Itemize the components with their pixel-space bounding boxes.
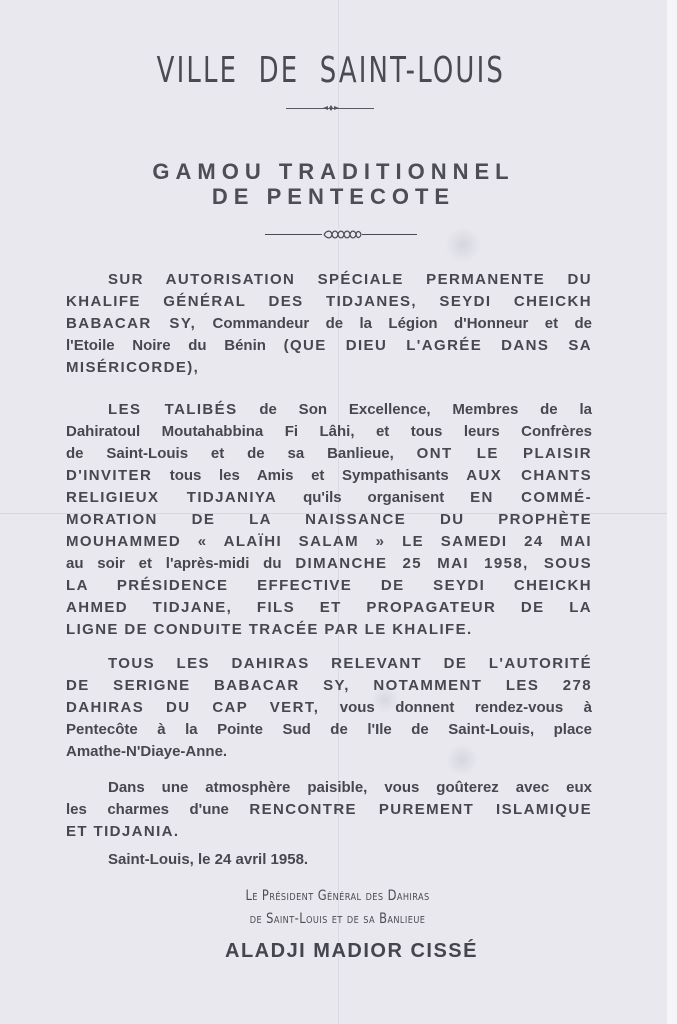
paragraph-invitation-line <box>66 598 592 618</box>
text-run: SUR AUTORISATION SPÉCIALE PERMANENTE DU <box>108 271 592 288</box>
text-run: LIGNE DE CONDUITE TRACÉE PAR LE KHALIFE. <box>66 621 473 638</box>
document-title: VILLE DE SAINT-LOUIS <box>156 50 505 91</box>
text-run: TOUS LES DAHIRAS RELEVANT DE L'AUTORITÉ <box>108 655 592 672</box>
text-run: ET TIDJANIA. <box>66 823 180 840</box>
text-run: tous les Amis et Sympathisants <box>152 467 467 484</box>
paragraph-invitation-line <box>66 532 592 552</box>
text-run: au soir et l'après-midi du <box>66 555 296 572</box>
paragraph-atmosphere-line <box>108 778 592 798</box>
text-run: DE SERIGNE BABACAR SY, NOTAMMENT LES 278 <box>66 677 592 694</box>
date-text: Saint-Louis, le 24 avril 1958. <box>108 851 309 868</box>
text-run: vous donnent rendez-vous à <box>319 699 592 716</box>
signatory-name: ALADJI MADIOR CISSÉ <box>225 940 478 962</box>
signature-title-text-2: de Saint-Louis et de sa Banlieue <box>249 911 426 927</box>
paragraph-dahiras-line <box>66 698 592 718</box>
paragraph-authorization-line <box>66 314 592 334</box>
text-run: ONT LE PLAISIR <box>416 445 593 462</box>
text-run: LA PRÉSIDENCE EFFECTIVE DE SEYDI CHEICKH <box>66 577 592 594</box>
paragraph-atmosphere-line <box>66 822 592 842</box>
paragraph-invitation-line <box>66 422 592 442</box>
date-line <box>108 850 592 870</box>
paragraph-dahiras-line <box>66 676 592 696</box>
paragraph-invitation-line <box>66 444 592 464</box>
text-run: Amathe-N'Diaye-Anne. <box>66 743 228 760</box>
text-run: AUX CHANTS <box>466 467 592 484</box>
paragraph-invitation-line <box>66 510 592 530</box>
text-run: l'Etoile Noire du Bénin <box>66 337 284 354</box>
signature-title-line1 <box>64 888 611 904</box>
text-run: Dans une atmosphère paisible, vous goûterez avec eux <box>108 779 592 796</box>
text-run: RENCONTRE PUREMENT ISLAMIQUE <box>249 801 592 818</box>
text-run: LES TALIBÉS <box>108 401 238 418</box>
scroll-ornament-icon <box>322 229 362 240</box>
paragraph-dahiras-line <box>66 742 592 762</box>
paragraph-authorization-line <box>66 292 592 312</box>
signature-title-text-1: Le Président Général des Dahiras <box>245 888 430 904</box>
text-run: les charmes d'une <box>66 801 250 818</box>
text-run: AHMED TIDJANE, FILS ET PROPAGATEUR DE LA <box>66 599 592 616</box>
scan-edge <box>667 0 677 1024</box>
text-run: MISÉRICORDE), <box>66 359 200 376</box>
paragraph-authorization-line <box>66 336 592 356</box>
text-run: de Saint-Louis et de sa Banlieue, <box>66 445 417 462</box>
paragraph-dahiras-line <box>66 720 592 740</box>
text-run: DAHIRAS DU CAP VERT, <box>66 699 320 716</box>
text-run: Commandeur de la Légion d'Honneur et de <box>196 315 592 332</box>
text-run: KHALIFE GÉNÉRAL DES TIDJANES, SEYDI CHEICKH <box>66 293 592 310</box>
signature-title-line2 <box>64 911 611 927</box>
text-run: qu'ils organisent <box>277 489 471 506</box>
paragraph-dahiras-line <box>108 654 592 674</box>
paragraph-atmosphere-line <box>66 800 592 820</box>
text-run: BABACAR SY, <box>66 315 197 332</box>
text-run: RELIGIEUX TIDJANIYA <box>66 489 278 506</box>
text-run: DIMANCHE 25 MAI 1958, SOUS <box>295 555 592 572</box>
text-run: (QUE DIEU L'AGRÉE DANS SA <box>283 337 592 354</box>
text-run: Pentecôte à la Pointe Sud de l'Ile de Saint-Louis, place <box>66 721 592 738</box>
text-run: MOUHAMMED « ALAÏHI SALAM » LE SAMEDI 24 MAI <box>66 533 592 550</box>
paragraph-invitation-line <box>66 576 592 596</box>
text-run: D'INVITER <box>66 467 153 484</box>
event-title-line2: DE PENTECOTE <box>211 184 456 209</box>
paragraph-authorization-line <box>66 358 592 378</box>
text-run: Dahiratoul Moutahabbina Fi Lâhi, et tous leurs Confrères <box>66 423 592 440</box>
paragraph-invitation-line <box>108 400 592 420</box>
paragraph-invitation-line <box>66 554 592 574</box>
paragraph-invitation-line <box>66 620 592 640</box>
paragraph-authorization-line <box>108 270 592 290</box>
paragraph-invitation-line <box>66 466 592 486</box>
text-run: EN COMMÉ- <box>470 489 592 506</box>
paragraph-invitation-line <box>66 488 592 508</box>
text-run: de Son Excellence, Membres de la <box>237 401 593 418</box>
ornament-icon <box>322 104 340 112</box>
event-title-line1: GAMOU TRADITIONNEL <box>152 159 515 184</box>
text-run: MORATION DE LA NAISSANCE DU PROPHÈTE <box>66 511 592 528</box>
